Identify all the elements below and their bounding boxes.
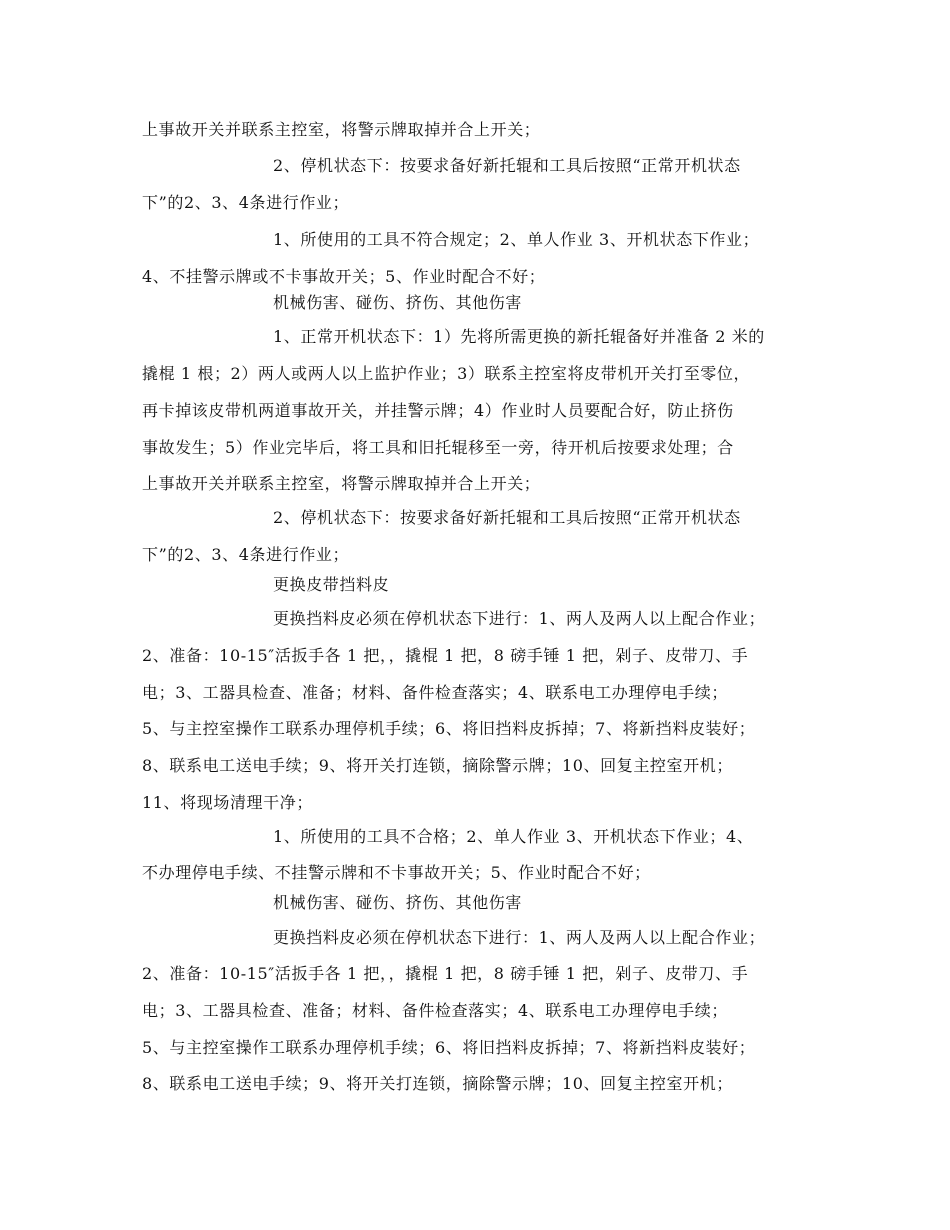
text-line: 1、所使用的工具不合格；2、单人作业 3、开机状态下作业；4、 xyxy=(273,827,754,846)
text-line: 8、联系电工送电手续；9、将开关打连锁，摘除警示牌；10、回复主控室开机； xyxy=(142,1074,733,1093)
text-line: 5、与主控室操作工联系办理停机手续；6、将旧挡料皮拆掉；7、将新挡料皮装好； xyxy=(142,1038,756,1057)
text-line: 再卡掉该皮带机两道事故开关，并挂警示牌；4）作业时人员要配合好，防止挤伤 xyxy=(142,401,734,420)
text-line: 5、与主控室操作工联系办理停机手续；6、将旧挡料皮拆掉；7、将新挡料皮装好； xyxy=(142,719,756,738)
text-line: 2、停机状态下：按要求备好新托辊和工具后按照“正常开机状态 xyxy=(273,508,741,527)
text-line: 撬棍 1 根；2）两人或两人以上监护作业；3）联系主控室将皮带机开关打至零位， xyxy=(142,364,751,383)
text-line: 1、正常开机状态下：1）先将所需更换的新托辊备好并准备 2 米的 xyxy=(273,327,765,346)
text-line: 上事故开关并联系主控室，将警示牌取掉并合上开关； xyxy=(142,120,541,139)
text-line: 2、准备：10-15″活扳手各 1 把，，撬棍 1 把，8 磅手锤 1 把，剁子、皮带刀、手 xyxy=(142,646,749,665)
text-line: 机械伤害、碰伤、挤伤、其他伤害 xyxy=(273,893,523,912)
text-line: 更换挡料皮必须在停机状态下进行：1、两人及两人以上配合作业； xyxy=(273,609,766,628)
text-line: 4、不挂警示牌或不卡事故开关；5、作业时配合不好； xyxy=(142,267,546,286)
text-line: 下”的2、3、4条进行作业； xyxy=(142,193,350,212)
text-line: 2、停机状态下：按要求备好新托辊和工具后按照“正常开机状态 xyxy=(273,156,741,175)
text-line: 不办理停电手续、不挂警示牌和不卡事故开关；5、作业时配合不好； xyxy=(142,863,651,882)
text-line: 2、准备：10-15″活扳手各 1 把，，撬棍 1 把，8 磅手锤 1 把，剁子、皮带刀、手 xyxy=(142,964,749,983)
text-line: 电；3、工器具检查、准备；材料、备件检查落实；4、联系电工办理停电手续； xyxy=(142,683,728,702)
text-line: 事故发生；5）作业完毕后，将工具和旧托辊移至一旁，待开机后按要求处理；合 xyxy=(142,438,734,457)
text-line: 上事故开关并联系主控室，将警示牌取掉并合上开关； xyxy=(142,474,541,493)
text-line: 电；3、工器具检查、准备；材料、备件检查落实；4、联系电工办理停电手续； xyxy=(142,1001,728,1020)
text-line: 1、所使用的工具不符合规定；2、单人作业 3、开机状态下作业； xyxy=(273,230,760,249)
section-heading: 更换皮带挡料皮 xyxy=(273,575,390,594)
text-line: 下”的2、3、4条进行作业； xyxy=(142,545,350,564)
text-line: 更换挡料皮必须在停机状态下进行：1、两人及两人以上配合作业； xyxy=(273,928,766,947)
text-line: 机械伤害、碰伤、挤伤、其他伤害 xyxy=(273,293,523,312)
text-line: 8、联系电工送电手续；9、将开关打连锁，摘除警示牌；10、回复主控室开机； xyxy=(142,756,733,775)
text-line: 11、将现场清理干净； xyxy=(142,793,313,812)
